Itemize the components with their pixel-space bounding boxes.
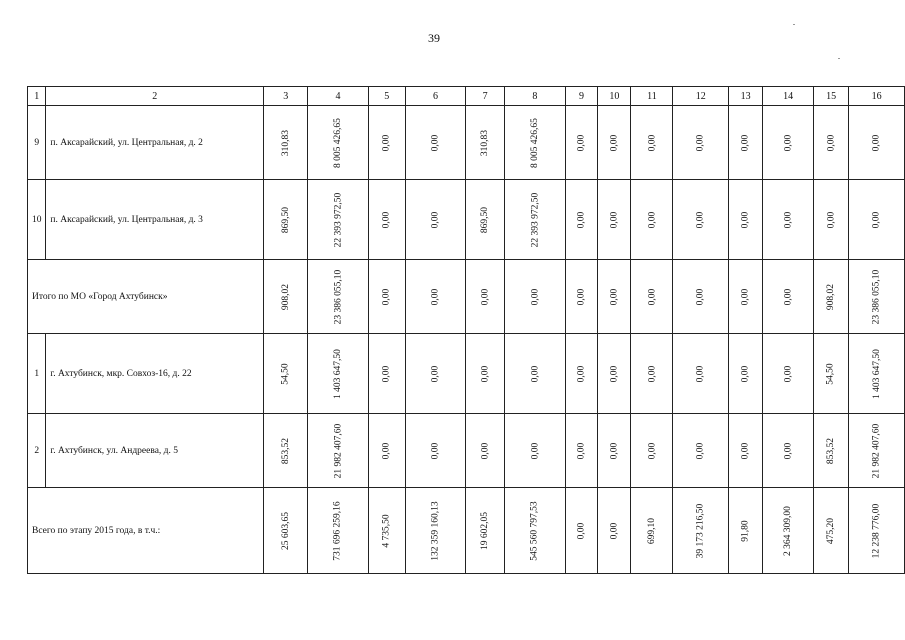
value-text: 39 173 216,50 xyxy=(695,503,706,558)
value-cell xyxy=(565,260,598,334)
value-text: 0,00 xyxy=(381,365,392,382)
value-cell xyxy=(598,414,631,488)
value-text: 0,00 xyxy=(576,365,587,382)
value-text: 853,52 xyxy=(826,437,837,464)
header-cell: 3 xyxy=(264,87,308,106)
value-text: 0,00 xyxy=(646,134,657,151)
value-text: 0,00 xyxy=(871,134,882,151)
value-text: 8 005 426,65 xyxy=(529,117,540,168)
value-text: 0,00 xyxy=(576,522,587,539)
value-cell xyxy=(814,260,849,334)
value-cell xyxy=(598,334,631,414)
value-text: 0,00 xyxy=(609,211,620,228)
value-cell xyxy=(729,260,763,334)
value-text: 0,00 xyxy=(740,134,751,151)
value-text: 0,00 xyxy=(430,365,441,382)
value-cell xyxy=(368,180,405,260)
value-cell xyxy=(368,414,405,488)
value-text: 4 735,50 xyxy=(381,513,392,548)
value-text: 0,00 xyxy=(480,365,491,382)
value-text: 0,00 xyxy=(529,442,540,459)
header-cell: 9 xyxy=(565,87,598,106)
value-cell xyxy=(505,488,565,574)
value-text: 0,00 xyxy=(430,442,441,459)
value-text: 731 696 259,16 xyxy=(333,500,344,561)
value-cell xyxy=(264,180,308,260)
value-text: 0,00 xyxy=(646,365,657,382)
value-cell xyxy=(598,488,631,574)
value-cell xyxy=(631,488,673,574)
value-cell xyxy=(466,414,505,488)
value-cell xyxy=(849,414,905,488)
value-text: 0,00 xyxy=(381,134,392,151)
value-cell xyxy=(598,180,631,260)
value-cell xyxy=(729,106,763,180)
header-cell: 8 xyxy=(505,87,565,106)
value-text: 0,00 xyxy=(430,134,441,151)
table-row xyxy=(28,106,905,180)
address-cell: г. Ахтубинск, мкр. Совхоз-16, д. 22 xyxy=(46,334,264,414)
value-text: 22 393 972,50 xyxy=(529,192,540,247)
value-text: 19 602,05 xyxy=(480,511,491,550)
value-text: 0,00 xyxy=(480,288,491,305)
address-cell: п. Аксарайский, ул. Центральная, д. 3 xyxy=(46,180,264,260)
scan-speck xyxy=(838,58,840,59)
value-cell xyxy=(673,334,729,414)
value-cell xyxy=(729,414,763,488)
value-text: 54,50 xyxy=(280,362,291,385)
value-text: 0,00 xyxy=(430,288,441,305)
value-text: 22 393 972,50 xyxy=(333,192,344,247)
value-text: 0,00 xyxy=(381,211,392,228)
value-cell xyxy=(466,180,505,260)
header-cell: 14 xyxy=(763,87,814,106)
value-text: 310,83 xyxy=(480,129,491,156)
value-text: 23 386 055,10 xyxy=(871,269,882,324)
value-text: 0,00 xyxy=(576,288,587,305)
table-row xyxy=(28,180,905,260)
value-cell xyxy=(505,334,565,414)
value-cell xyxy=(814,334,849,414)
header-cell: 7 xyxy=(466,87,505,106)
scan-speck xyxy=(793,24,795,25)
value-text: 8 005 426,65 xyxy=(333,117,344,168)
value-text: 0,00 xyxy=(695,365,706,382)
value-text: 0,00 xyxy=(381,288,392,305)
header-cell: 6 xyxy=(405,87,465,106)
value-cell xyxy=(631,106,673,180)
value-cell xyxy=(466,106,505,180)
header-cell: 11 xyxy=(631,87,673,106)
value-cell xyxy=(763,106,814,180)
value-text: 0,00 xyxy=(646,211,657,228)
value-text: 0,00 xyxy=(576,134,587,151)
value-cell xyxy=(368,260,405,334)
value-text: 699,10 xyxy=(646,517,657,544)
value-text: 0,00 xyxy=(609,288,620,305)
value-text: 132 359 160,13 xyxy=(430,500,441,561)
value-cell xyxy=(631,414,673,488)
value-cell xyxy=(505,260,565,334)
value-cell xyxy=(264,414,308,488)
value-text: 0,00 xyxy=(695,288,706,305)
value-text: 0,00 xyxy=(609,522,620,539)
row-number: 2 xyxy=(28,414,46,488)
value-cell xyxy=(729,334,763,414)
value-text: 0,00 xyxy=(529,365,540,382)
header-cell: 5 xyxy=(368,87,405,106)
value-cell xyxy=(729,488,763,574)
value-cell xyxy=(763,414,814,488)
value-cell xyxy=(598,260,631,334)
value-text: 54,50 xyxy=(826,362,837,385)
value-cell xyxy=(466,488,505,574)
row-number: 10 xyxy=(28,180,46,260)
value-cell xyxy=(405,260,465,334)
value-text: 21 982 407,60 xyxy=(333,423,344,478)
data-table xyxy=(27,86,905,574)
value-text: 0,00 xyxy=(529,288,540,305)
value-text: 0,00 xyxy=(783,442,794,459)
value-text: 25 603,65 xyxy=(280,511,291,550)
value-cell xyxy=(264,334,308,414)
value-cell xyxy=(763,488,814,574)
value-cell xyxy=(673,260,729,334)
value-cell xyxy=(814,488,849,574)
value-cell xyxy=(849,488,905,574)
value-cell xyxy=(405,414,465,488)
value-cell xyxy=(308,260,368,334)
value-text: 0,00 xyxy=(740,288,751,305)
value-text: 0,00 xyxy=(695,211,706,228)
header-cell: 15 xyxy=(814,87,849,106)
value-cell xyxy=(565,180,598,260)
value-cell xyxy=(405,106,465,180)
page-number: 39 xyxy=(428,31,440,45)
value-text: 0,00 xyxy=(783,211,794,228)
value-cell xyxy=(849,334,905,414)
value-cell xyxy=(729,180,763,260)
value-cell xyxy=(308,414,368,488)
value-cell xyxy=(631,180,673,260)
header-cell: 10 xyxy=(598,87,631,106)
value-cell xyxy=(673,106,729,180)
value-cell xyxy=(308,106,368,180)
value-cell xyxy=(505,106,565,180)
value-text: 0,00 xyxy=(576,442,587,459)
value-cell xyxy=(368,334,405,414)
value-cell xyxy=(673,180,729,260)
value-text: 0,00 xyxy=(576,211,587,228)
header-cell: 12 xyxy=(673,87,729,106)
value-text: 0,00 xyxy=(826,134,837,151)
value-text: 0,00 xyxy=(783,134,794,151)
value-text: 12 238 776,00 xyxy=(871,503,882,558)
value-cell xyxy=(368,488,405,574)
value-cell xyxy=(673,488,729,574)
value-cell xyxy=(308,488,368,574)
value-cell xyxy=(849,180,905,260)
address-cell: п. Аксарайский, ул. Центральная, д. 2 xyxy=(46,106,264,180)
value-text: 0,00 xyxy=(609,442,620,459)
value-text: 0,00 xyxy=(381,442,392,459)
value-text: 0,00 xyxy=(646,442,657,459)
value-cell xyxy=(763,334,814,414)
value-text: 0,00 xyxy=(871,211,882,228)
value-cell xyxy=(673,414,729,488)
value-text: 23 386 055,10 xyxy=(333,269,344,324)
value-text: 869,50 xyxy=(480,206,491,233)
value-cell xyxy=(368,106,405,180)
value-cell xyxy=(631,260,673,334)
value-text: 21 982 407,60 xyxy=(871,423,882,478)
value-cell xyxy=(466,260,505,334)
value-text: 869,50 xyxy=(280,206,291,233)
value-cell xyxy=(308,334,368,414)
value-text: 545 560 797,53 xyxy=(529,500,540,561)
total-label: Итого по МО «Город Ахтубинск» xyxy=(28,260,264,334)
value-text: 0,00 xyxy=(783,365,794,382)
header-cell: 2 xyxy=(46,87,264,106)
total-label: Всего по этапу 2015 года, в т.ч.: xyxy=(28,488,264,574)
address-cell: г. Ахтубинск, ул. Андреева, д. 5 xyxy=(46,414,264,488)
value-cell xyxy=(466,334,505,414)
value-cell xyxy=(264,106,308,180)
total-row xyxy=(28,260,905,334)
value-text: 0,00 xyxy=(480,442,491,459)
value-text: 1 403 647,50 xyxy=(871,348,882,399)
value-cell xyxy=(565,414,598,488)
value-text: 0,00 xyxy=(783,288,794,305)
value-cell xyxy=(814,180,849,260)
value-text: 0,00 xyxy=(740,211,751,228)
value-text: 853,52 xyxy=(280,437,291,464)
header-cell: 1 xyxy=(28,87,46,106)
value-cell xyxy=(763,180,814,260)
row-number: 9 xyxy=(28,106,46,180)
value-text: 0,00 xyxy=(695,134,706,151)
value-text: 0,00 xyxy=(609,365,620,382)
value-text: 908,02 xyxy=(280,283,291,310)
value-cell xyxy=(849,260,905,334)
value-cell xyxy=(598,106,631,180)
value-text: 2 364 309,00 xyxy=(783,505,794,556)
value-cell xyxy=(565,106,598,180)
value-cell xyxy=(814,414,849,488)
value-cell xyxy=(405,180,465,260)
value-cell xyxy=(405,334,465,414)
header-cell: 4 xyxy=(308,87,368,106)
value-text: 0,00 xyxy=(740,442,751,459)
value-cell xyxy=(264,488,308,574)
value-text: 908,02 xyxy=(826,283,837,310)
value-text: 475,20 xyxy=(826,517,837,544)
value-cell xyxy=(505,180,565,260)
row-number: 1 xyxy=(28,334,46,414)
value-text: 0,00 xyxy=(695,442,706,459)
value-text: 0,00 xyxy=(646,288,657,305)
value-text: 0,00 xyxy=(826,211,837,228)
header-row xyxy=(28,87,905,106)
value-cell xyxy=(565,488,598,574)
value-cell xyxy=(849,106,905,180)
value-cell xyxy=(405,488,465,574)
value-cell xyxy=(264,260,308,334)
value-cell xyxy=(763,260,814,334)
header-cell: 16 xyxy=(849,87,905,106)
table-row xyxy=(28,414,905,488)
value-text: 91,80 xyxy=(740,519,751,542)
value-cell xyxy=(565,334,598,414)
total-row xyxy=(28,488,905,574)
value-text: 1 403 647,50 xyxy=(333,348,344,399)
value-cell xyxy=(505,414,565,488)
value-text: 310,83 xyxy=(280,129,291,156)
table-row xyxy=(28,334,905,414)
value-cell xyxy=(308,180,368,260)
value-cell xyxy=(814,106,849,180)
header-cell: 13 xyxy=(729,87,763,106)
value-text: 0,00 xyxy=(609,134,620,151)
value-text: 0,00 xyxy=(430,211,441,228)
value-cell xyxy=(631,334,673,414)
value-text: 0,00 xyxy=(740,365,751,382)
